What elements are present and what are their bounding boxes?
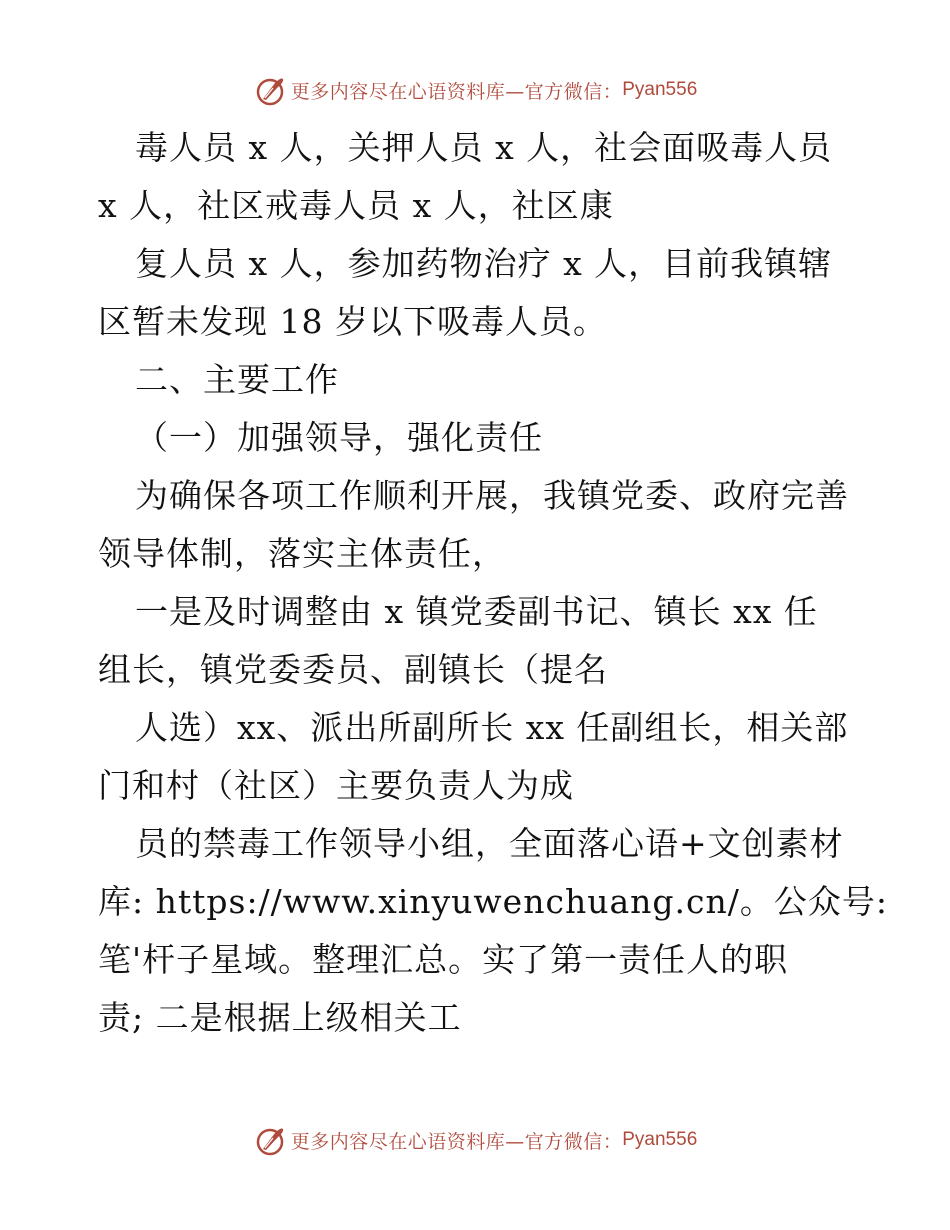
- section-heading: 二、主要工作: [135, 360, 339, 399]
- text-line: 区暂未发现 18 岁以下吸毒人员。: [98, 302, 607, 341]
- footer-watermark: [0, 1120, 950, 1160]
- text-line: 责; 二是根据上级相关工: [98, 998, 462, 1037]
- document-body: [98, 119, 888, 1047]
- watermark-wechat-id: Pyan556: [622, 79, 698, 100]
- text-line: 复人员 x 人，参加药物治疗 x 人，目前我镇辖: [135, 244, 833, 283]
- text-line: 库: https://www.xinyuwenchuang.cn/。公众号:: [98, 882, 888, 921]
- text-line: 领导体制，落实主体责任，: [98, 534, 506, 573]
- watermark-text: 更多内容尽在心语资料库—官方微信：: [290, 1130, 623, 1153]
- text-line: 员的禁毒工作领导小组，全面落心语+文创素材: [135, 824, 844, 863]
- subsection-heading: （一）加强领导，强化责任: [135, 418, 543, 457]
- watermark-text: 更多内容尽在心语资料库—官方微信：: [290, 80, 623, 103]
- quill-pen-circle-icon: [253, 73, 287, 107]
- text-line: 一是及时调整由 x 镇党委副书记、镇长 xx 任: [135, 592, 818, 631]
- text-line: 为确保各项工作顺利开展，我镇党委、政府完善: [135, 476, 849, 515]
- quill-pen-circle-icon: [253, 1123, 287, 1157]
- text-line: 组长，镇党委委员、副镇长（提名: [98, 650, 608, 689]
- text-line: 人选）xx、派出所副所长 xx 任副组长，相关部: [135, 708, 849, 747]
- text-line: 毒人员 x 人，关押人员 x 人，社会面吸毒人员: [135, 128, 833, 167]
- text-line: x 人，社区戒毒人员 x 人，社区康: [98, 186, 614, 225]
- text-line: 门和村（社区）主要负责人为成: [98, 766, 574, 805]
- header-watermark: [0, 70, 950, 110]
- text-line: 笔'杆子星域。整理汇总。实了第一责任人的职: [98, 940, 789, 979]
- watermark-wechat-id: Pyan556: [622, 1129, 698, 1150]
